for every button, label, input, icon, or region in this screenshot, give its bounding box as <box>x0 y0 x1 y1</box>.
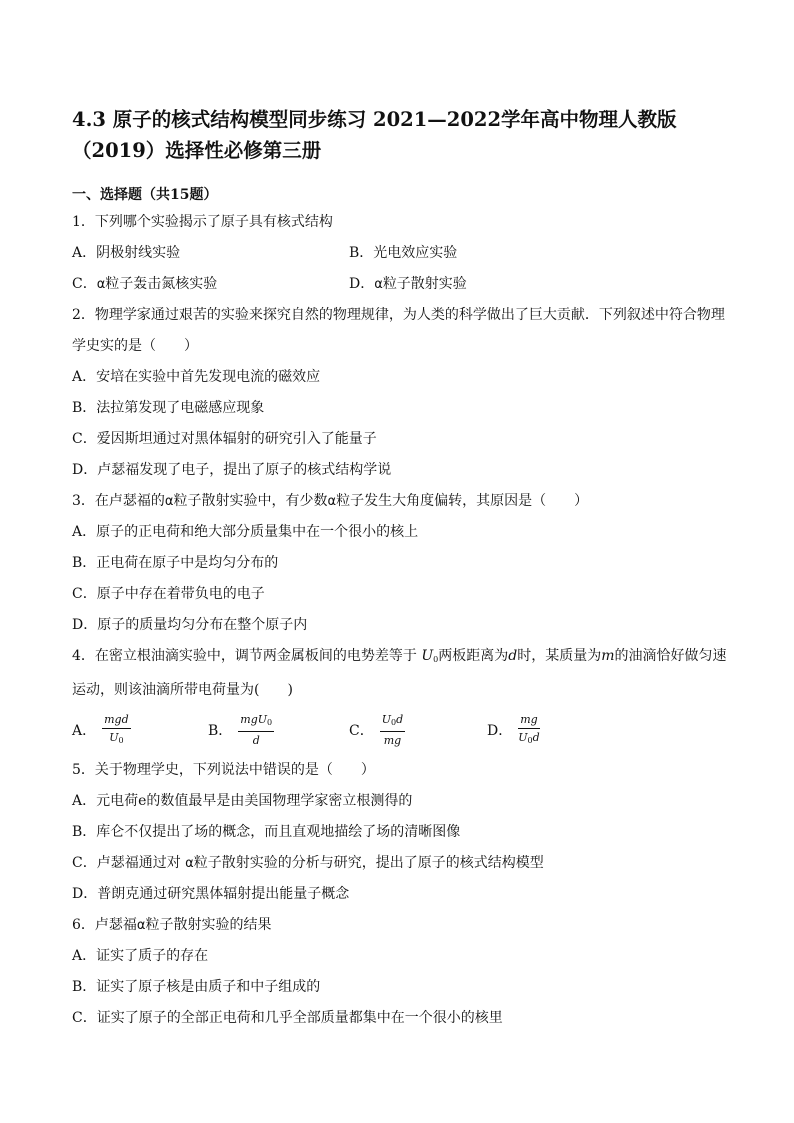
question-6-option-c: C．证实了原子的全部正电荷和几乎全部质量都集中在一个很小的核里 <box>72 1010 503 1026</box>
question-5-stem: 5．关于物理学史，下列说法中错误的是（ ） <box>72 762 375 778</box>
stem-part: 两板距离为 <box>438 648 509 664</box>
fraction-numerator <box>380 713 405 732</box>
section-heading: 一、选择题（共15题） <box>72 187 218 203</box>
denominator-text: U <box>518 731 528 744</box>
stem-part: 粒子散射实验中，有少数 <box>173 493 328 509</box>
question-4-option-b <box>208 713 349 747</box>
numerator-text: mgd <box>104 713 129 726</box>
title-line-1: 4.3 原子的核式结构模型同步练习 2021—2022学年高中物理人教版 <box>72 108 677 131</box>
document-title <box>72 104 732 166</box>
alpha-symbol: α <box>374 277 383 292</box>
alpha-symbol: α <box>164 494 174 509</box>
stem-part: 时，某质量为 <box>517 648 602 664</box>
voltage-symbol: U <box>421 648 434 664</box>
numerator-text: U <box>381 713 391 726</box>
fraction-numerator <box>238 713 274 732</box>
option-label: A． <box>72 723 97 739</box>
voltage-subscript: 0 <box>433 655 439 664</box>
fraction-denominator <box>109 729 123 747</box>
question-6-option-b: B．证实了原子核是由质子和中子组成的 <box>72 979 321 995</box>
fraction <box>102 713 131 747</box>
option-text: 粒子散射实验 <box>382 276 467 292</box>
stem-part: 的油滴恰好做匀速运动，则该油滴所带电荷量为( ) <box>72 648 727 698</box>
mass-symbol: m <box>601 648 615 664</box>
fraction-numerator <box>102 713 131 729</box>
alpha-symbol: α <box>185 856 194 871</box>
denominator-text: U <box>109 731 119 744</box>
alpha-symbol: α <box>327 494 337 509</box>
question-4-option-d <box>487 713 540 747</box>
question-3-stem <box>72 486 732 517</box>
question-2-option-a: A．安培在实验中首先发现电流的磁效应 <box>72 369 321 385</box>
question-2-option-d: D．卢瑟福发现了电子，提出了原子的核式结构学说 <box>72 462 392 478</box>
denominator-text: d <box>252 734 260 747</box>
option-label: C． <box>349 723 374 739</box>
option-label: D． <box>349 276 375 292</box>
alpha-symbol: α <box>136 918 146 933</box>
option-text: 粒子轰击氮核实验 <box>105 276 218 292</box>
question-5-option-a: A．元电荷e的数值最早是由美国物理学家密立根测得的 <box>72 793 413 809</box>
question-5-option-d: D．普朗克通过研究黑体辐射提出能量子概念 <box>72 886 350 902</box>
numerator-text: mg <box>520 713 538 726</box>
stem-part: 6．卢瑟福 <box>72 917 137 933</box>
question-6-stem <box>72 910 732 941</box>
fraction-denominator <box>253 732 260 747</box>
numerator-subscript: 0 <box>391 718 397 727</box>
question-1-option-d <box>349 269 626 300</box>
denominator-tail: d <box>532 731 540 744</box>
question-1-stem: 1．下列哪个实验揭示了原子具有核式结构 <box>72 214 333 230</box>
denominator-subscript: 0 <box>118 736 124 745</box>
fraction <box>518 713 539 747</box>
question-4-stem <box>72 641 732 706</box>
fraction-denominator <box>384 732 401 747</box>
option-text: 粒子散射实验的分析与研究，提出了原子的核式结构模型 <box>193 855 544 871</box>
option-text: C．卢瑟福通过对 <box>72 855 186 871</box>
question-1-option-a: A．阴极射线实验 <box>72 245 181 261</box>
alpha-symbol: α <box>96 277 106 292</box>
title-line-2: （2019）选择性必修第三册 <box>72 139 322 162</box>
question-2-option-b: B．法拉第发现了电磁感应现象 <box>72 400 265 416</box>
distance-symbol: d <box>508 648 518 664</box>
question-content <box>72 185 732 1034</box>
stem-part: 粒子散射实验的结果 <box>145 917 272 933</box>
question-3-option-a: A．原子的正电荷和绝大部分质量集中在一个很小的核上 <box>72 524 419 540</box>
stem-part: 粒子发生大角度偏转，其原因是（ ） <box>336 493 589 509</box>
option-label: D． <box>487 723 513 739</box>
question-4-option-a <box>72 713 208 747</box>
numerator-tail: d <box>396 713 404 726</box>
fraction <box>380 713 405 747</box>
question-2-option-c: C．爱因斯坦通过对黑体辐射的研究引入了能量子 <box>72 431 377 447</box>
question-3-option-b: B．正电荷在原子中是均匀分布的 <box>72 555 279 571</box>
question-3-option-d: D．原子的质量均匀分布在整个原子内 <box>72 617 308 633</box>
question-1-options-row-2 <box>72 269 732 300</box>
question-4-option-c <box>349 713 487 747</box>
fraction-denominator <box>518 729 539 747</box>
question-6-option-a: A．证实了质子的存在 <box>72 948 209 964</box>
numerator-subscript: 0 <box>267 718 273 727</box>
question-5-option-c <box>72 848 732 879</box>
stem-part: 4．在密立根油滴实验中，调节两金属板间的电势差等于 <box>72 648 422 664</box>
fraction-numerator <box>518 713 539 729</box>
question-1-option-b: B．光电效应实验 <box>349 245 458 261</box>
question-5-option-b: B．库仑不仅提出了场的概念，而且直观地描绘了场的清晰图像 <box>72 824 461 840</box>
question-1-option-c <box>72 269 349 300</box>
question-1-options-row-1 <box>72 238 732 269</box>
numerator-text: mgU <box>240 713 268 726</box>
option-label: C． <box>72 276 97 292</box>
stem-part: 3．在卢瑟福的 <box>72 493 165 509</box>
denominator-subscript: 0 <box>527 736 533 745</box>
option-label: B． <box>208 723 233 739</box>
denominator-text: mg <box>383 734 402 747</box>
question-3-option-c: C．原子中存在着带负电的电子 <box>72 586 265 602</box>
question-2-stem: 2．物理学家通过艰苦的实验来探究自然的物理规律，为人类的科学做出了巨大贡献．下列叙述中符合物理学史实的是（ ） <box>72 307 725 354</box>
question-4-options <box>72 708 732 752</box>
fraction <box>238 713 274 747</box>
